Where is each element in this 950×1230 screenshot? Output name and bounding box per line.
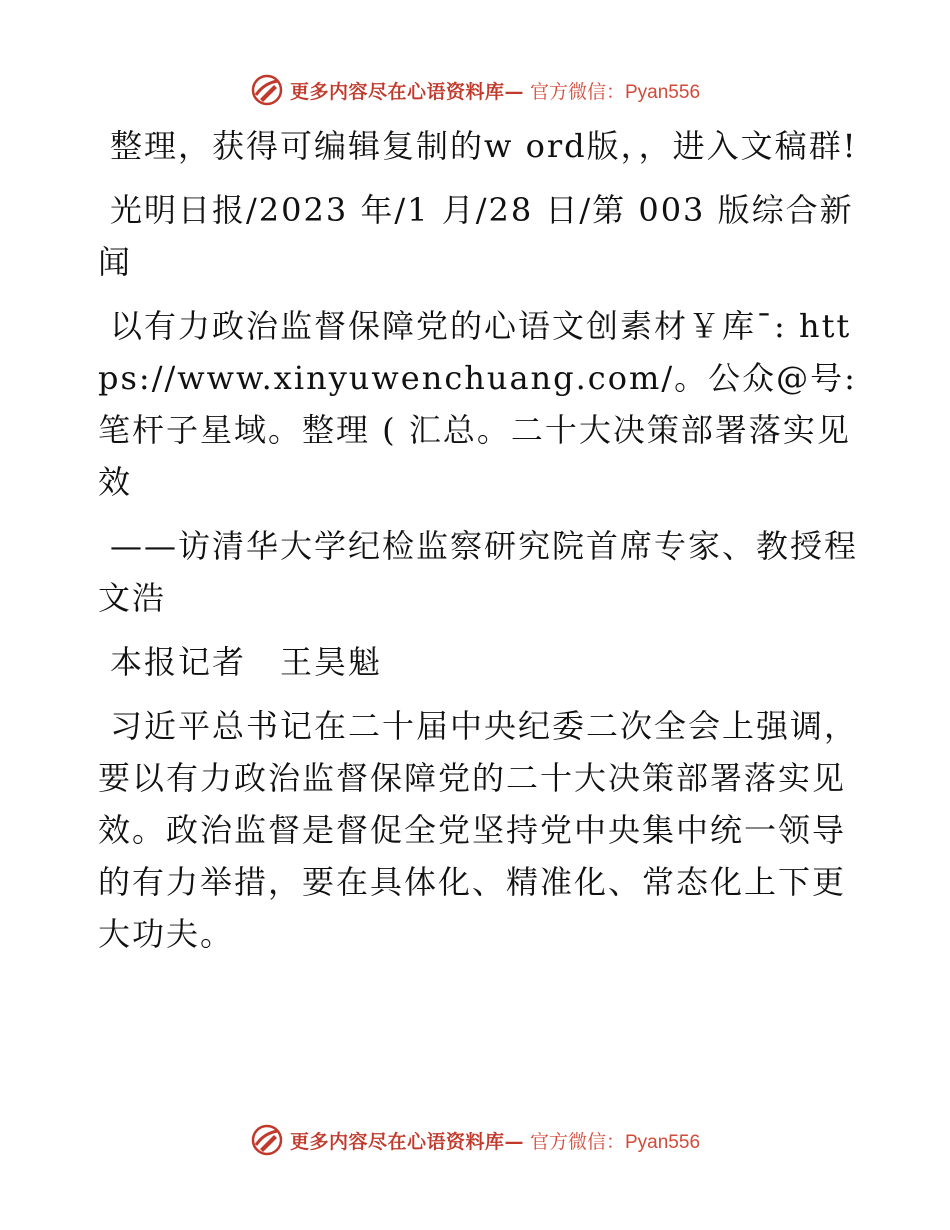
pen-logo-icon (250, 1123, 284, 1157)
header-banner-text: 更多内容尽在心语资料库— (289, 80, 524, 103)
footer-banner-text: 更多内容尽在心语资料库— (289, 1130, 524, 1153)
header-banner-wechat: 官方微信：Pyan556 (530, 81, 701, 103)
paragraph-byline: 本报记者 王昊魁 (110, 643, 383, 681)
paragraph-headline: 以有力政治监督保障党的心语文创素材￥库¯: https://www.xinyuwenchuang.com/。公众@号: 笔杆子星域。整理 ( 汇总。二十大决策部署落实见效 (98, 307, 857, 501)
paragraph-source: 光明日报/2023 年/1 月/28 日/第 003 版综合新闻 (98, 191, 854, 281)
paragraph-subtitle: ——访清华大学纪检监察研究院首席专家、教授程文浩 (98, 527, 859, 617)
paragraph-note: 整理，获得可编辑复制的w ord版，，进入文稿群! (110, 127, 858, 165)
footer-banner-wechat: 官方微信：Pyan556 (530, 1131, 701, 1153)
document-body (98, 120, 858, 972)
paragraph-body: 习近平总书记在二十届中央纪委二次全会上强调，要以有力政治监督保障党的二十大决策部署落实见效。政治监督是督促全党坚持党中央集中统一领导的有力举措，要在具体化、精准化、常态化上下更大功夫。 (98, 707, 859, 953)
footer-watermark-banner (0, 1120, 950, 1160)
pen-logo-icon (250, 73, 284, 107)
header-watermark-banner (0, 70, 950, 110)
